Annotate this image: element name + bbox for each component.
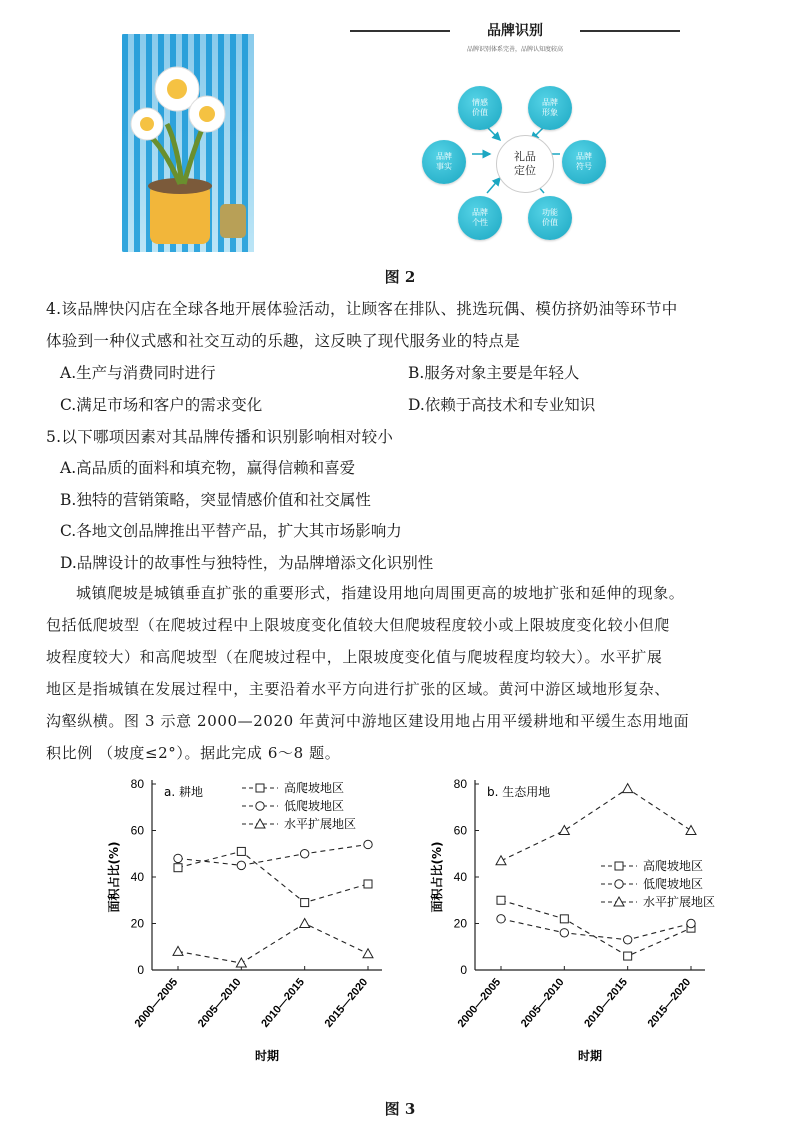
data-point (174, 854, 182, 862)
brand-node-brand-personality: 品牌个性 (458, 196, 502, 240)
data-point (363, 949, 373, 958)
x-tick-label: 2005—2010 (195, 976, 244, 1030)
q5-option-c: C.各地文创品牌推出平替产品，扩大其市场影响力 (60, 522, 402, 540)
data-point (497, 915, 505, 923)
passage-line-5: 沟壑纵横。图 3 示意 2000—2020 年黄河中游地区建设用地占用平缓耕地和平缓生态用地面 (46, 712, 690, 730)
data-point (624, 952, 632, 960)
x-tick-label: 2000—2005 (132, 976, 181, 1030)
q4-option-c: C.满足市场和客户的需求变化 (60, 396, 263, 414)
flower-illustration (122, 34, 254, 252)
brand-node-brand-image: 品牌形象 (528, 86, 572, 130)
data-point (686, 826, 696, 835)
y-tick-label: 80 (453, 777, 467, 791)
data-point (174, 864, 182, 872)
data-point (623, 784, 633, 793)
data-point (560, 915, 568, 923)
passage-line-4: 地区是指城镇在发展过程中，主要沿着水平方向进行扩张的区域。黄河中游区域地形复杂、 (46, 680, 671, 698)
data-point (301, 899, 309, 907)
brand-node-emotional-value: 情感价值 (458, 86, 502, 130)
y-tick-label: 0 (137, 963, 144, 977)
x-tick-label: 2015—2020 (645, 976, 694, 1030)
y-axis-label: 面积占比(%) (107, 841, 121, 913)
flower-toy-photo (122, 34, 254, 252)
data-point (687, 919, 695, 927)
data-point (300, 919, 310, 928)
legend-label: 水平扩展地区 (284, 817, 357, 831)
y-tick-label: 20 (453, 916, 467, 931)
passage-line-6: 积比例 （坡度≤2°）。据此完成 6～8 题。 (46, 744, 341, 762)
passage-line-2: 包括低爬坡型（在爬坡过程中上限坡度变化值较大但爬坡程度较小或上限坡度变化较小但爬 (46, 616, 671, 634)
brand-diagram-header (350, 20, 680, 60)
data-point (364, 840, 372, 848)
data-point (497, 896, 505, 904)
legend-marker (256, 802, 264, 810)
x-tick-label: 2015—2020 (322, 976, 371, 1030)
y-tick-label: 20 (130, 916, 144, 931)
series-line (178, 924, 368, 964)
data-point (560, 929, 568, 937)
data-point (236, 958, 246, 967)
chart-title: a. 耕地 (164, 785, 203, 799)
data-point (623, 936, 631, 944)
legend-marker (615, 880, 623, 888)
data-point (496, 856, 506, 865)
legend-label: 高爬坡地区 (643, 859, 704, 873)
legend-label: 高爬坡地区 (284, 781, 345, 795)
q5-option-b: B.独特的营销策略，突显情感价值和社交属性 (60, 491, 371, 509)
y-tick-label: 60 (130, 823, 144, 838)
brand-node-brand-symbol: 品牌符号 (562, 140, 606, 184)
q5-stem: 5.以下哪项因素对其品牌传播和识别影响相对较小 (46, 428, 394, 446)
legend-marker (615, 862, 623, 870)
y-axis-label: 面积占比(%) (430, 841, 444, 913)
y-tick-label: 40 (453, 870, 467, 884)
passage-line-3: 坡程度较大）和高爬坡型（在爬坡过程中，上限坡度变化值与爬坡程度均较大）。水平扩展 (46, 648, 663, 666)
legend-label: 低爬坡地区 (643, 877, 704, 891)
brand-diagram-subtitle: 品牌识别体系完善，品牌认知度较高 (466, 46, 563, 53)
brand-node-functional-value: 功能价值 (528, 196, 572, 240)
y-tick-label: 60 (453, 823, 467, 838)
brand-diagram-title: 品牌识别 (487, 23, 543, 39)
figure2-caption: 图 2 (384, 268, 416, 286)
legend-label: 低爬坡地区 (284, 799, 345, 813)
y-tick-label: 0 (460, 963, 467, 977)
data-point (237, 847, 245, 855)
q5-option-a: A.高品质的面料和填充物，赢得信赖和喜爱 (60, 459, 356, 477)
series-line (178, 851, 368, 902)
q4-stem-line2: 体验到一种仪式感和社交互动的乐趣，这反映了现代服务业的特点是 (46, 332, 521, 350)
chart-b-ecological-land (415, 770, 735, 1070)
y-tick-label: 40 (130, 870, 144, 884)
data-point (559, 826, 569, 835)
data-point (364, 880, 372, 888)
series-line (501, 919, 691, 940)
data-point (237, 861, 245, 869)
series-line (501, 789, 691, 861)
legend-marker (256, 784, 264, 792)
x-tick-label: 2010—2015 (582, 976, 630, 1030)
q4-stem-line1: 4.该品牌快闪店在全球各地开展体验活动，让顾客在排队、挑选玩偶、模仿挤奶油等环节中 (46, 300, 678, 318)
q4-option-a: A.生产与消费同时进行 (60, 364, 216, 382)
q4-option-b: B.服务对象主要是年轻人 (408, 364, 580, 382)
series-line (178, 844, 368, 865)
q4-option-d: D.依赖于高技术和专业知识 (408, 396, 596, 414)
brand-node-brand-facts: 品牌事实 (422, 140, 466, 184)
x-tick-label: 2000—2005 (455, 976, 504, 1030)
x-tick-label: 2010—2015 (259, 976, 307, 1030)
x-axis-label: 时期 (577, 1049, 603, 1063)
chart-title: b. 生态用地 (487, 785, 551, 799)
q5-option-d: D.品牌设计的故事性与独特性，为品牌增添文化识别性 (60, 554, 434, 572)
brand-center-node: 礼品定位 (496, 135, 554, 193)
passage-line-1: 城镇爬坡是城镇垂直扩张的重要形式，指建设用地向周围更高的坡地扩张和延伸的现象。 (76, 584, 685, 602)
y-tick-label: 80 (130, 777, 144, 791)
x-tick-label: 2005—2010 (518, 976, 567, 1030)
data-point (300, 850, 308, 858)
x-axis-label: 时期 (254, 1049, 280, 1063)
chart-a-farmland (107, 770, 410, 1070)
figure3-caption: 图 3 (384, 1100, 416, 1118)
legend-label: 水平扩展地区 (643, 895, 716, 909)
data-point (173, 946, 183, 955)
